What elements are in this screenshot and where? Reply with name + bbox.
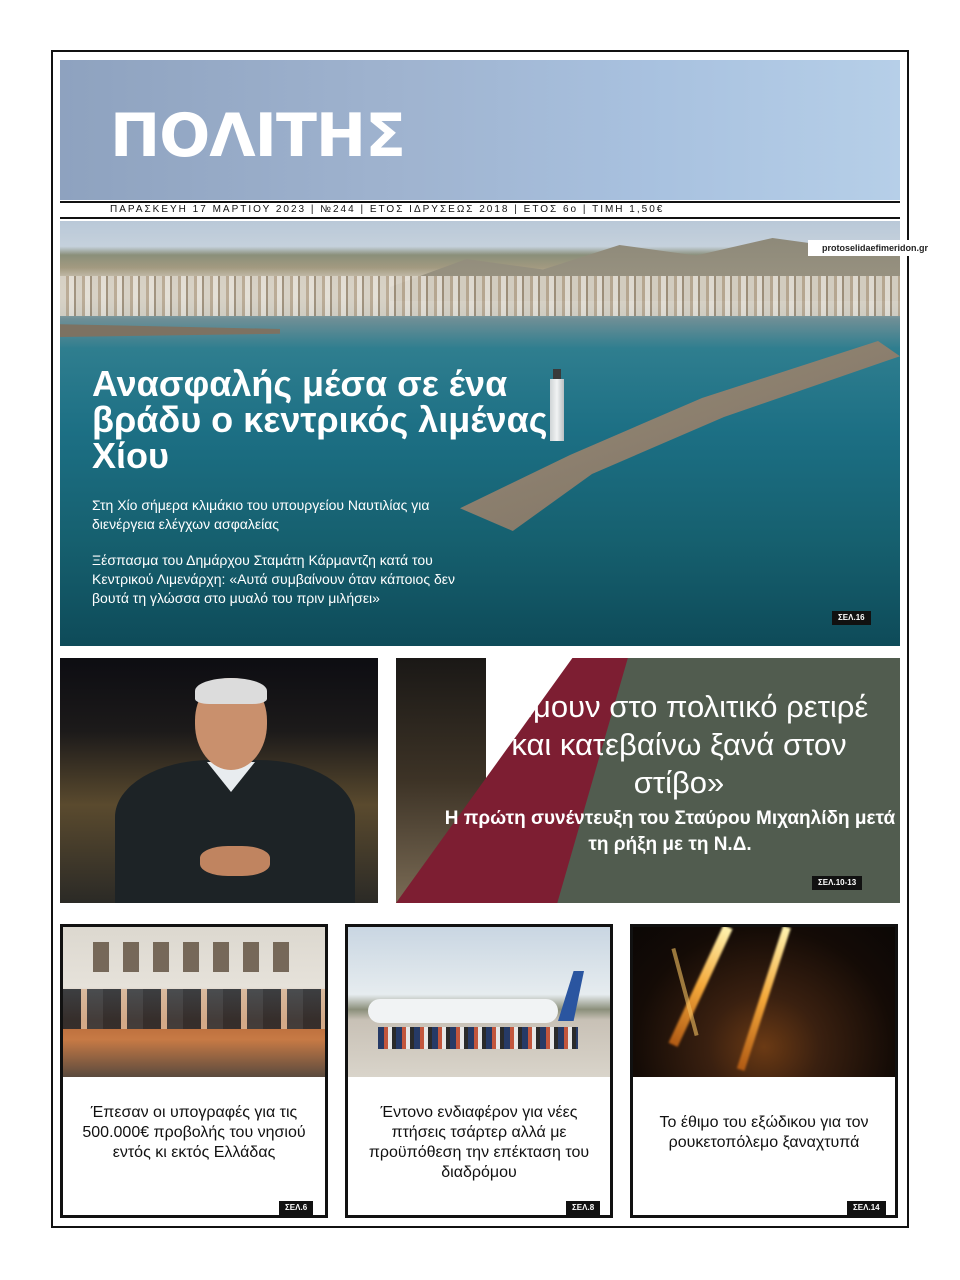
lead-headline[interactable]: Ανασφαλής μέσα σε ένα βράδυ ο κεντρικός λιμένας Χίου xyxy=(92,363,548,476)
interview-page-badge: ΣΕΛ.10-13 xyxy=(812,876,862,890)
breakwater-left xyxy=(60,321,280,337)
story-card-charter[interactable] xyxy=(345,924,613,1218)
story-card-page-badge: ΣΕΛ.8 xyxy=(566,1201,600,1215)
lead-subhead-1: Στη Χίο σήμερα κλιμάκιο του υπουργείου Ναυτιλίας για διενέργεια ελέγχων ασφαλείας xyxy=(92,497,430,532)
story-card-headline: Έντονο ενδιαφέρον για νέες πτήσεις τσάρτερ αλλά με προϋπόθεση την επέκταση του διαδρόμου xyxy=(368,1104,590,1181)
story-card-headline: Το έθιμο του εξώδικου για τον ρουκετοπόλεμο ξαναχτυπά xyxy=(659,1114,869,1151)
interview-subhead: Η πρώτη συνέντευξη του Σταύρου Μιχαηλίδη μετά τη ρήξη με τη Ν.Δ. xyxy=(444,808,896,855)
story-card-page-badge: ΣΕΛ.14 xyxy=(847,1201,886,1215)
interview-quote[interactable]: «Ήμουν στο πολιτικό ρετιρέ και κατεβαίνω ξανά στον στίβο» xyxy=(489,689,869,800)
lead-page-badge: ΣΕΛ.16 xyxy=(832,611,871,625)
airport-photo xyxy=(348,927,610,1077)
lighthouse xyxy=(550,379,564,441)
lead-subhead-2: Ξέσπασμα του Δημάρχου Σταμάτη Κάρμαντζη κατά του Κεντρικού Λιμενάρχη: «Αυτά συμβαίνουν όταν κάποιος δεν βουτά τη γλώσσα στο μυαλό του πριν μιλήσει» xyxy=(92,552,456,606)
interviewee-photo xyxy=(115,678,355,903)
story-card-page-badge: ΣΕΛ.6 xyxy=(279,1201,313,1215)
story-card-rocket-war[interactable] xyxy=(630,924,898,1218)
rocket-war-photo xyxy=(633,927,895,1077)
watermark: protoselidaefimeridon.gr xyxy=(808,240,942,256)
harbour-town xyxy=(60,276,900,316)
dateline: ΠΑΡΑΣΚΕΥΗ 17 ΜΑΡΤΙΟΥ 2023 | №244 | ΕΤΟΣ ΙΔΡΥΣΕΩΣ 2018 | ΕΤΟΣ 6ο | ΤΙΜΗ 1,50€ xyxy=(60,201,900,219)
meeting-photo xyxy=(63,927,325,1077)
newspaper-logo: ΠΟΛΙΤΗΣ xyxy=(110,101,406,171)
story-card-promotion[interactable] xyxy=(60,924,328,1218)
story-card-headline: Έπεσαν οι υπογραφές για τις 500.000€ προβολής του νησιού εντός κι εκτός Ελλάδας xyxy=(82,1104,306,1161)
